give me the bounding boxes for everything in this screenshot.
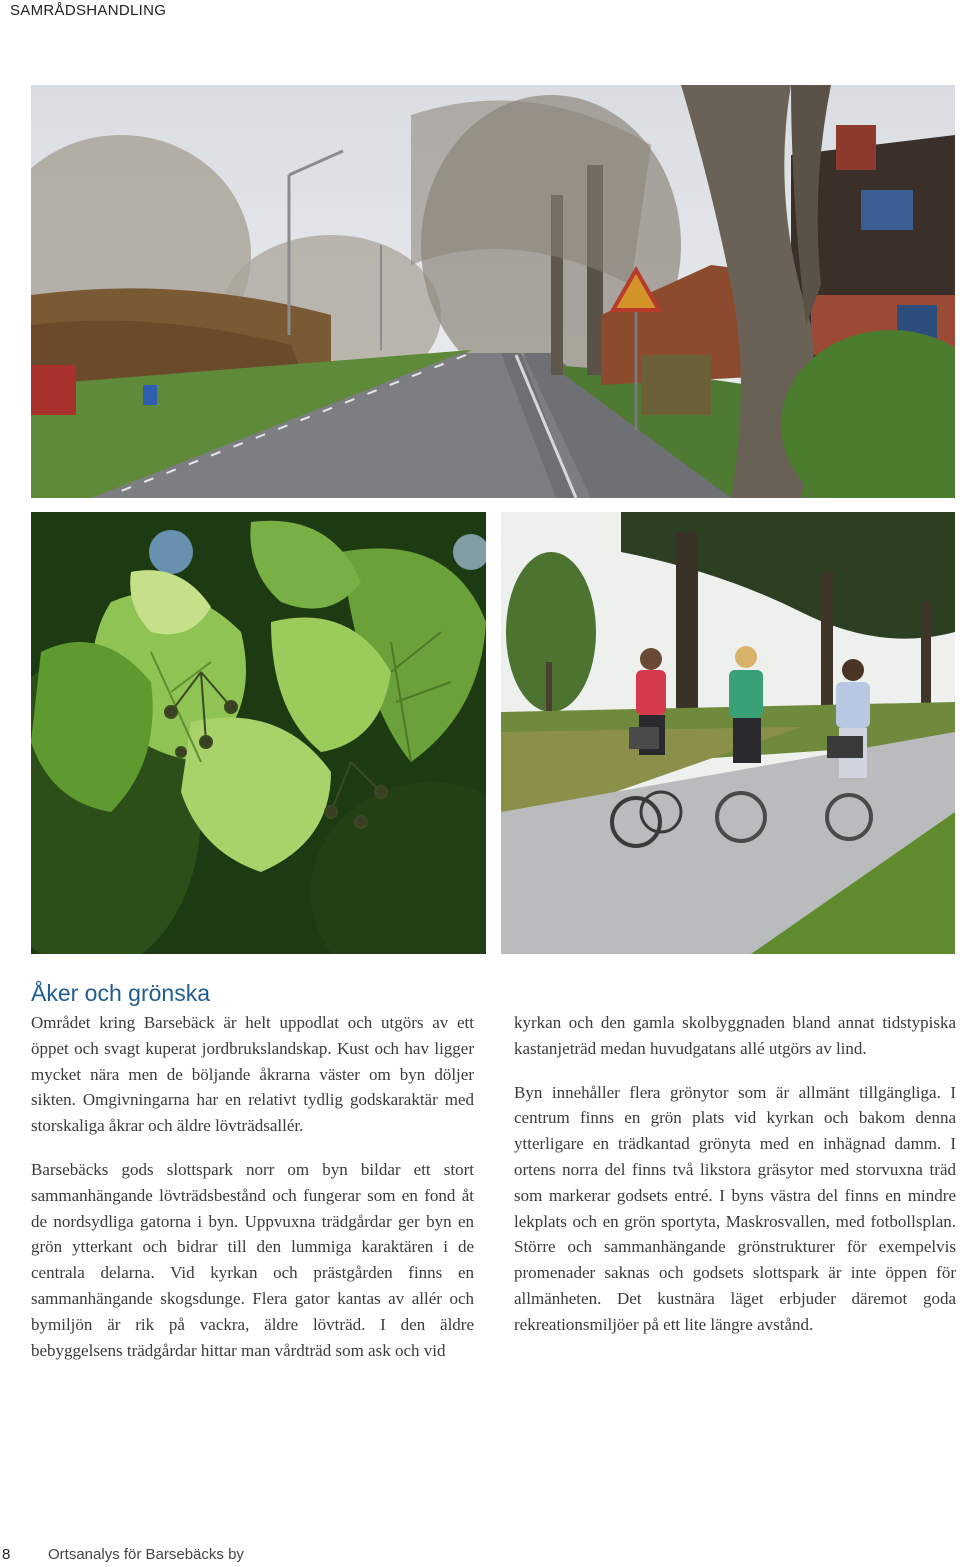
text-column-right: [514, 1010, 956, 1356]
road-photo: [31, 85, 955, 498]
cyclists-photo: [501, 512, 955, 954]
text-column-left: [31, 1010, 474, 1381]
section-heading: Åker och grönska: [31, 980, 210, 1006]
road-photo-icon: [31, 85, 955, 498]
page-number: 8: [2, 1546, 11, 1563]
document-header-label: SAMRÅDSHANDLING: [10, 2, 167, 19]
cyclists-photo-icon: [501, 512, 955, 954]
paragraph: Barsebäcks gods slottspark norr om byn bildar ett stort sammanhängande lövträdsbestånd och fungerar som en fond åt de nordsydliga gatorna i byn. Uppvuxna trädgårdar ger byn en grön ytterkant och bidrar till den lummiga karaktären i de centrala delarna. Vid kyrkan och prästgården finns en sammanhängande skogsdunge. Flera gator kantas av allér och bymiljön är rik på vackra, äldre lövträd. I den äldre bebyggelsens trädgårdar hittar man vårdträd som ask och vid: [31, 1159, 474, 1360]
paragraph: Området kring Barsebäck är helt uppodlat och utgörs av ett öppet och svagt kuperat jordbrukslandskap. Kust och hav ligger mycket nära men de böljande åkrarna väster om byn döljer sikten. Omgivningarna har en relativt tydlig godskaraktär med storskaliga åkrar och äldre lövträdsallér.: [31, 1013, 474, 1136]
footer-title: Ortsanalys för Barsebäcks by: [48, 1546, 244, 1563]
linden-leaves-photo-icon: [31, 512, 486, 954]
linden-leaves-photo: [31, 512, 486, 954]
paragraph: kyrkan och den gamla skolbyggnaden bland annat tidstypiska kastanjeträd medan huvudgatans allé utgörs av lind.: [514, 1013, 956, 1058]
paragraph: Byn innehåller flera grönytor som är allmänt tillgängliga. I centrum finns en grön plats vid kyrkan och bakom denna ytterligare en trädkantad grönyta med en inhägnad damm. I ortens norra del finns två likstora gräsytor med storvuxna träd som markerar godsets entré. I byns västra del finns en mindre lekplats och en grön sportyta, Maskrosvallen, med fotbollsplan. Större och sammanhängande grönstrukturer för exempelvis promenader saknas och godsets slottspark är inte öppen för allmänheten. Det kustnära läget erbjuder däremot goda rekreationsmiljöer på ett lite längre avstånd.: [514, 1082, 956, 1334]
